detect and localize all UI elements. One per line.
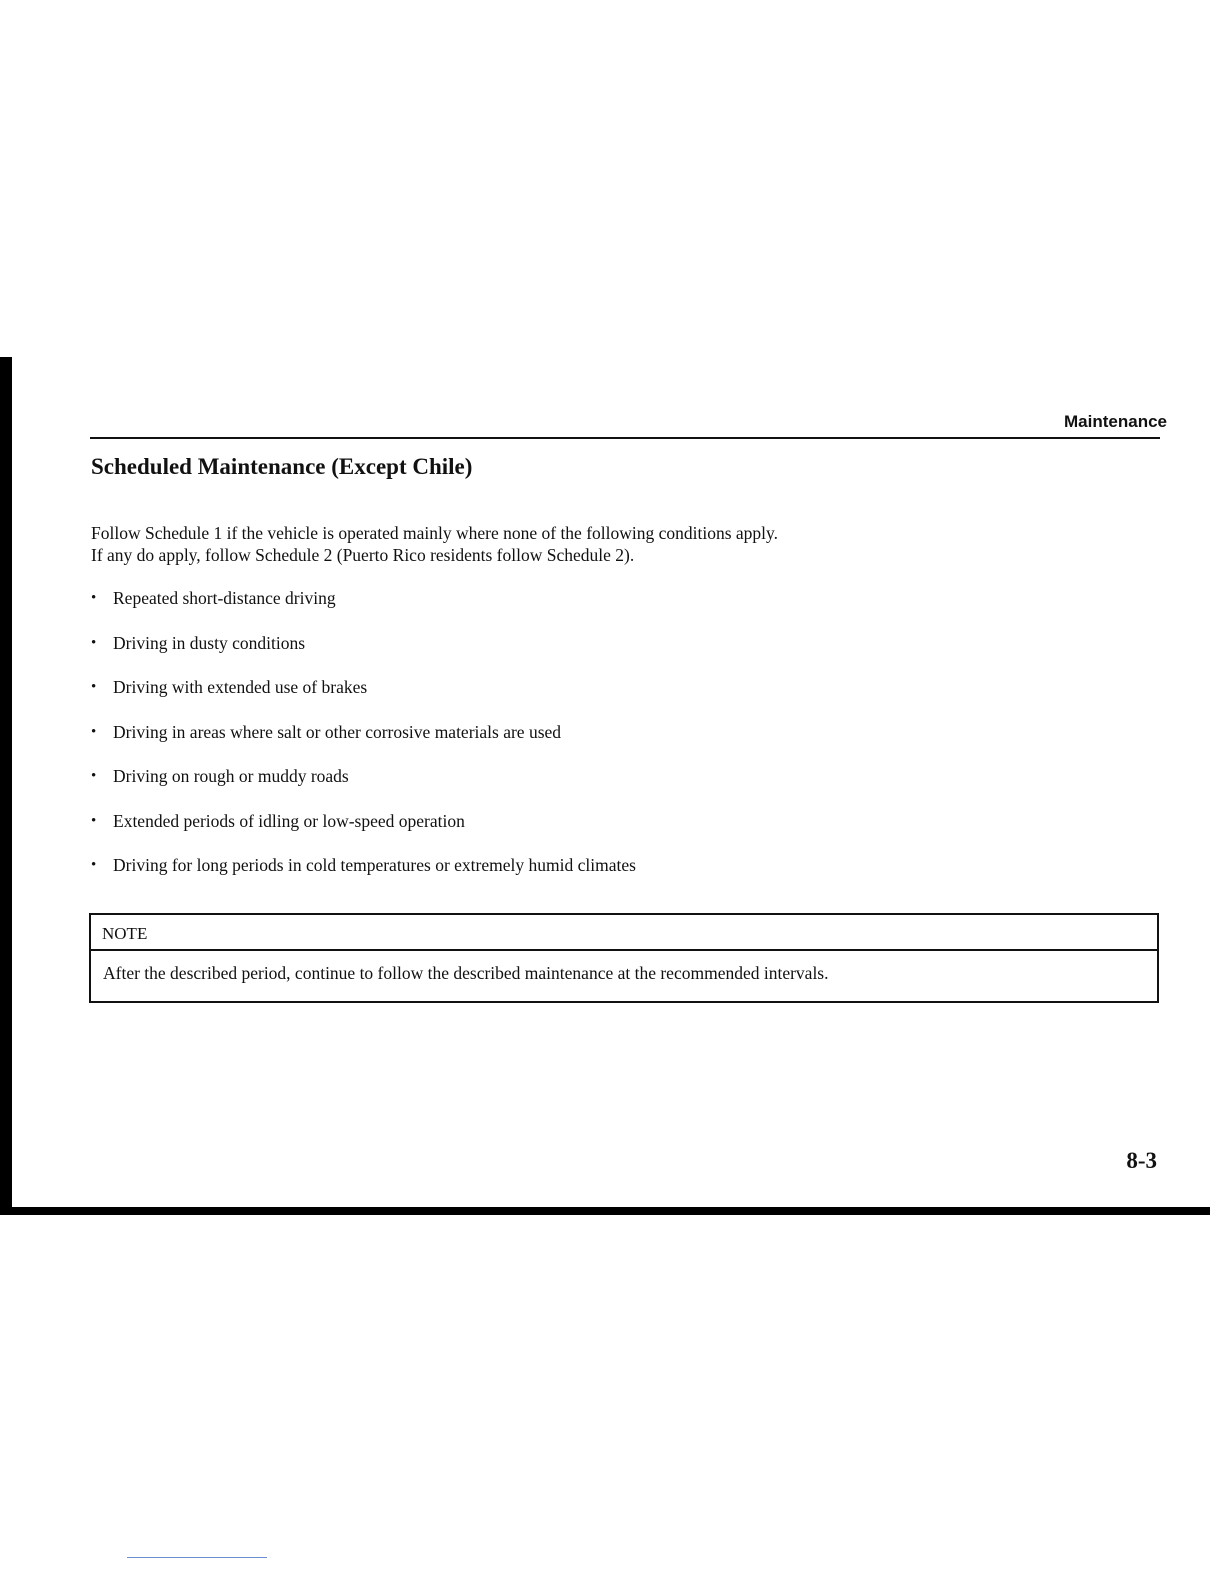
list-item: [91, 675, 636, 720]
list-item: [91, 853, 636, 898]
intro-paragraph: [91, 522, 778, 566]
list-item-text: Driving for long periods in cold temperatures or extremely humid climates: [113, 855, 636, 875]
list-item-text: Extended periods of idling or low-speed operation: [113, 810, 465, 831]
page-frame-left-edge: [0, 357, 12, 1215]
list-item-text: Driving in areas where salt or other corrosive materials are used: [113, 721, 562, 742]
page-title: Scheduled Maintenance (Except Chile): [91, 454, 473, 479]
note-heading: NOTE: [91, 915, 1157, 951]
intro-line-1: Follow Schedule 1 if the vehicle is operated mainly where none of the following conditions apply.: [91, 523, 779, 543]
list-item: [91, 631, 636, 676]
list-item: [91, 764, 636, 809]
list-item-text: Driving on rough or muddy roads: [113, 766, 349, 786]
list-item-text: Driving with extended use of brakes: [113, 677, 368, 697]
intro-line-2: If any do apply, follow Schedule 2 (Puerto Rico residents follow Schedule 2).: [91, 545, 635, 565]
page-frame-bottom-edge: [0, 1207, 1210, 1215]
bullet-icon: •: [91, 590, 97, 606]
note-box: [89, 913, 1159, 1003]
bullet-icon: •: [91, 634, 97, 651]
list-item-text: Driving in dusty conditions: [113, 632, 306, 653]
note-text: After the described period, continue to follow the described maintenance at the recommended intervals.: [103, 963, 829, 983]
page-number: 8-3: [1126, 1148, 1157, 1173]
bullet-icon: •: [91, 768, 97, 784]
list-item: [91, 586, 636, 631]
header-rule: [90, 437, 1160, 439]
bullet-icon: •: [91, 723, 97, 740]
bullet-icon: •: [91, 812, 97, 829]
bullet-icon: •: [91, 857, 97, 873]
conditions-list: [91, 586, 636, 898]
list-item: [91, 720, 636, 765]
section-header: Maintenance: [1064, 412, 1167, 431]
list-item: [91, 809, 636, 854]
link-underline: [127, 1557, 267, 1558]
bullet-icon: •: [91, 679, 97, 695]
list-item-text: Repeated short-distance driving: [113, 588, 336, 608]
